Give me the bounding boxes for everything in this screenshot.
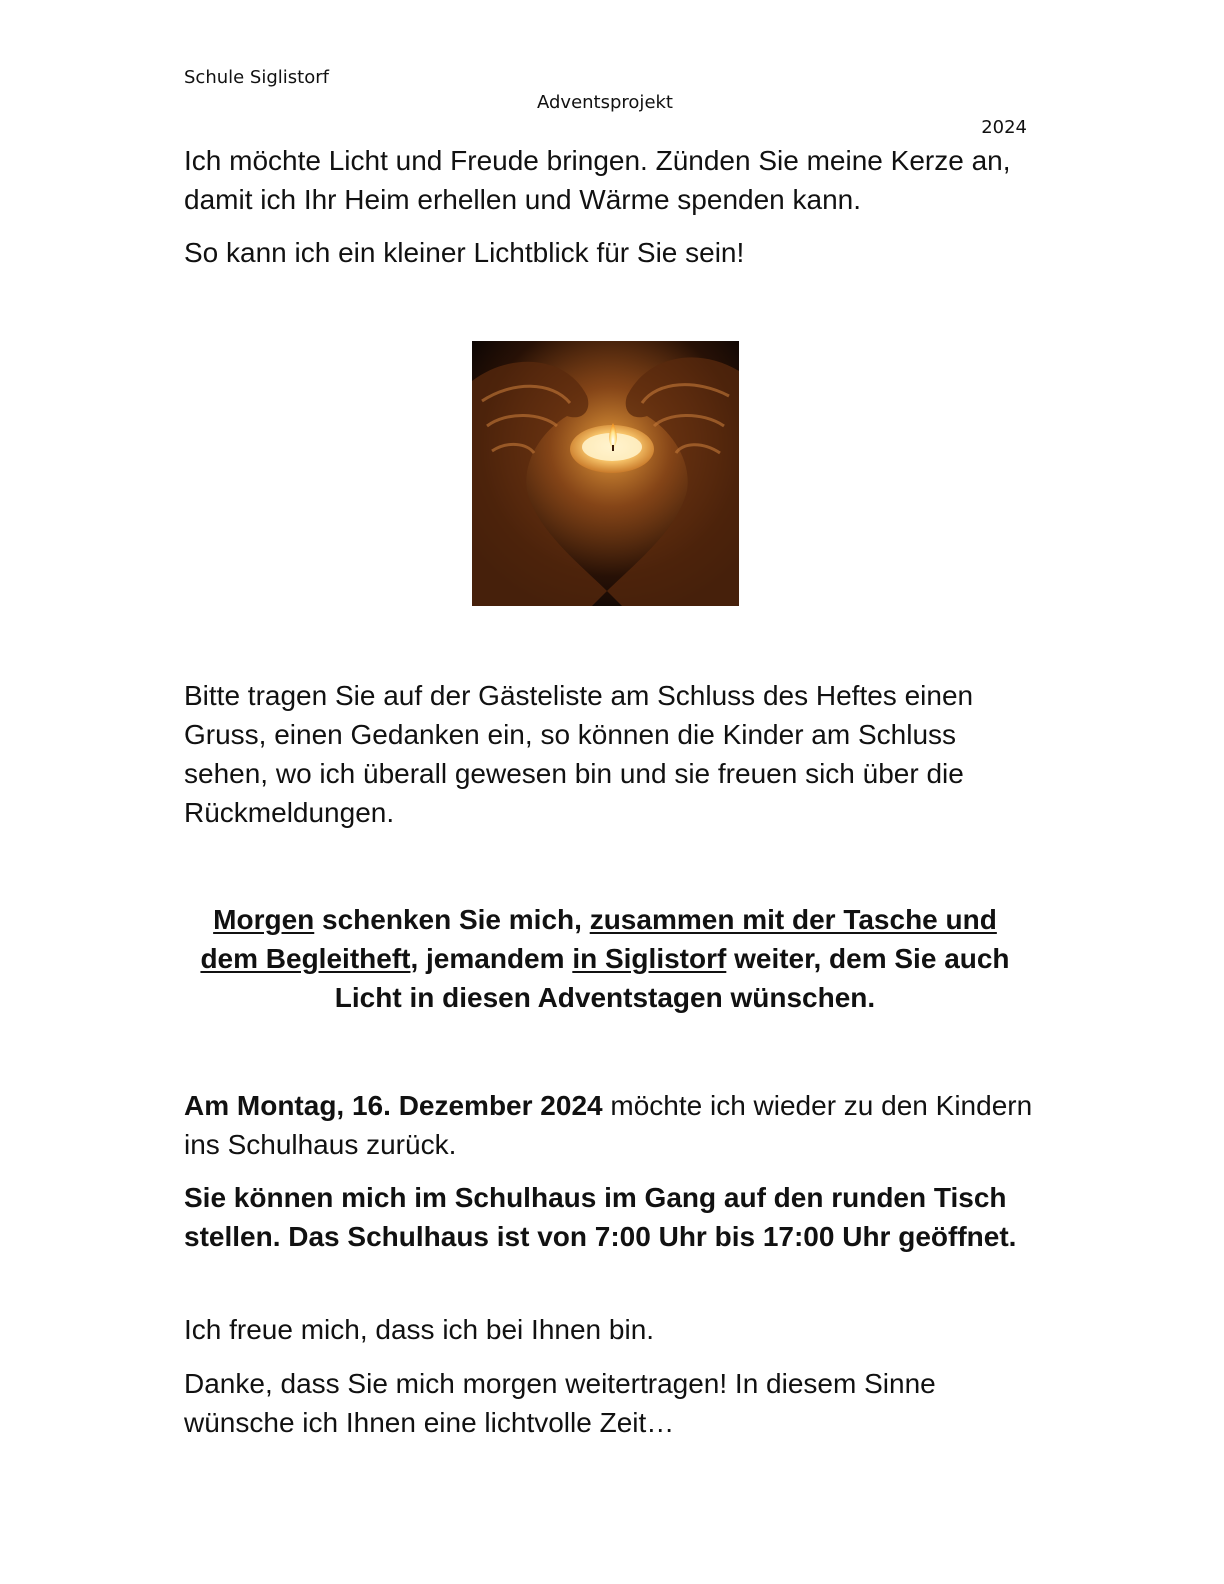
intro-paragraph: Ich möchte Licht und Freude bringen. Zünden Sie meine Kerze an, damit ich Ihr Heim erhellen und Wärme spenden kann.	[184, 145, 1011, 215]
intro-tagline: So kann ich ein kleiner Lichtblick für Sie sein!	[184, 237, 745, 268]
closing-line-1: Ich freue mich, dass ich bei Ihnen bin.	[184, 1314, 655, 1345]
handover-paragraph	[184, 900, 1026, 1017]
handover-text-2: schenken Sie mich,	[314, 904, 590, 935]
handover-text-4: , jemandem	[410, 943, 573, 974]
handover-underline-1: Morgen	[213, 904, 315, 935]
candle-hands-image	[472, 341, 739, 606]
year-label: 2024	[981, 117, 1027, 138]
handover-underline-5: in Siglistorf	[572, 943, 727, 974]
return-paragraph	[184, 1086, 1034, 1164]
project-title: Adventsprojekt	[537, 92, 673, 113]
handover-text-6: weiter, dem Sie auch Licht in diesen Adventstagen wünschen.	[334, 943, 1010, 1013]
return-text: möchte ich wieder zu den Kindern ins Schulhaus zurück.	[184, 1090, 1033, 1160]
guestbook-paragraph: Bitte tragen Sie auf der Gästeliste am Schluss des Heftes einen Gruss, einen Gedanken ein, so können die Kinder am Schluss sehen, wo ich überall gewesen bin und sie freuen sich über die Rückmeldungen.	[184, 680, 974, 828]
handover-underline-3: zusammen mit der Tasche und dem Begleitheft	[200, 904, 997, 974]
candle-hands-illustration	[472, 341, 739, 606]
closing-line-2: Danke, dass Sie mich morgen weitertragen! In diesem Sinne wünsche ich Ihnen eine lichtvolle Zeit…	[184, 1368, 936, 1438]
school-name: Schule Siglistorf	[184, 67, 329, 88]
instructions-paragraph: Sie können mich im Schulhaus im Gang auf den runden Tisch stellen. Das Schulhaus ist von 7:00 Uhr bis 17:00 Uhr geöffnet.	[184, 1182, 1017, 1252]
return-date: Am Montag, 16. Dezember 2024	[184, 1090, 603, 1121]
